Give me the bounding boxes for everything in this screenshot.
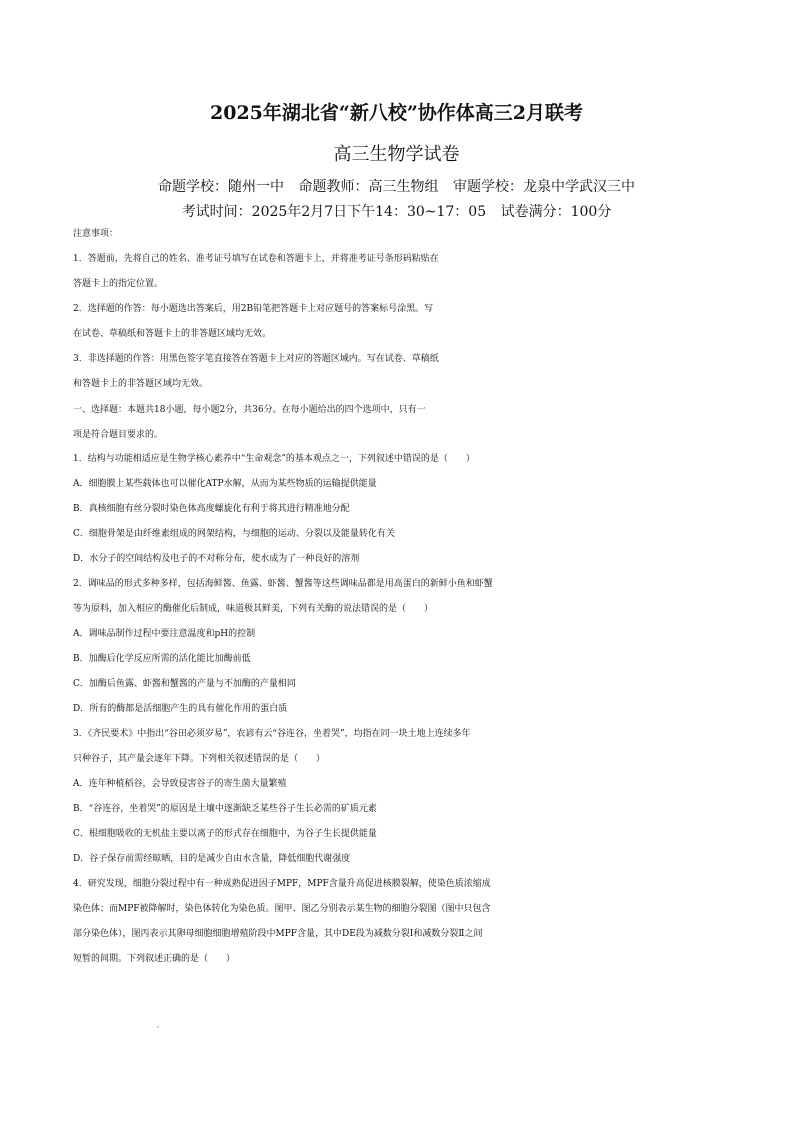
question-3 xyxy=(73,722,725,872)
question-stem: 2．调味品的形式多种多样，包括海鲜酱、鱼露、虾酱、蟹酱等这些调味品都是用高蛋白的新鲜小鱼和虾蟹 xyxy=(73,579,493,589)
exam-title: 2025年湖北省“新八校”协作体高三2月联考 xyxy=(210,102,583,124)
question-1 xyxy=(73,447,725,572)
section-line: 一、选择题：本题共18小题，每小题2分，共36分。在每小题给出的四个选项中，只有一 xyxy=(73,405,426,415)
section-line: 项是符合题目要求的。 xyxy=(73,430,164,440)
notes-heading: 注意事项： xyxy=(73,229,119,239)
question-stem: 等为原料，加入相应的酶催化后制成，味道极其鲜美，下列有关酶的说法错误的是（ ） xyxy=(73,604,434,614)
option-b: B．真核细胞有丝分裂时染色体高度螺旋化有利于将其进行精准地分配 xyxy=(73,504,350,514)
question-stem: 只种谷子，其产量会逐年下降。下列相关叙述错误的是（ ） xyxy=(73,754,326,764)
question-4 xyxy=(73,872,725,972)
question-stem: 4．研究发现，细胞分裂过程中有一种成熟促进因子MPF，MPF含量升高促进核膜裂解，使染色质浓缩成 xyxy=(73,879,491,889)
option-c: C．根细胞吸收的无机盐主要以离子的形式存在细胞中，为谷子生长提供能量 xyxy=(73,829,377,839)
setter-school: 命题学校：随州一中 xyxy=(158,179,285,195)
option-a: A．细胞膜上某些载体也可以催化ATP水解，从而为某些物质的运输提供能量 xyxy=(73,479,377,489)
notes-line: 和答题卡上的非答题区域均无效。 xyxy=(73,379,209,389)
setter-teacher: 命题教师：高三生物组 xyxy=(298,179,439,195)
question-stem: 短暂的间期。下列叙述正确的是（ ） xyxy=(73,954,236,964)
question-2 xyxy=(73,572,725,722)
option-d: D．所有的酶都是活细胞产生的具有催化作用的蛋白质 xyxy=(73,704,288,714)
option-c: C．加酶后鱼露、虾酱和蟹酱的产量与不加酶的产量相同 xyxy=(73,679,296,689)
full-score: 试卷满分：100分 xyxy=(500,204,612,220)
exam-info-line-1 xyxy=(0,176,793,196)
notes-block xyxy=(73,222,725,397)
notes-line: 1．答题前，先将自己的姓名、准考证号填写在试卷和答题卡上，并将准考证号条形码粘贴在 xyxy=(73,254,439,264)
scan-speck xyxy=(157,1026,159,1028)
notes-line: 3．非选择题的作答：用黑色签字笔直接答在答题卡上对应的答题区域内。写在试卷、草稿纸 xyxy=(73,354,439,364)
section-heading xyxy=(73,398,725,448)
notes-line: 2．选择题的作答：每小题选出答案后，用2B铅笔把答题卡上对应题号的答案标号涂黑。写 xyxy=(73,304,434,314)
notes-line: 在试卷、草稿纸和答题卡上的非答题区域均无效。 xyxy=(73,329,272,339)
exam-subtitle: 高三生物学试卷 xyxy=(333,144,460,165)
question-stem: 1．结构与功能相适应是生物学核心素养中“生命观念”的基本观点之一，下列叙述中错误的是（ ） xyxy=(73,454,475,464)
exam-info-line-2 xyxy=(0,201,793,221)
option-d: D．谷子保存前需经晾晒，目的是减少自由水含量，降低细胞代谢强度 xyxy=(73,854,351,864)
option-a: A．连年种植稻谷，会导致侵害谷子的寄生菌大量繁殖 xyxy=(73,779,287,789)
option-a: A．调味品制作过程中要注意温度和pH的控制 xyxy=(73,629,256,639)
exam-time: 考试时间：2025年2月7日下午14：30~17：05 xyxy=(181,204,487,220)
option-b: B．“谷连谷，坐着哭”的原因是土壤中逐渐缺乏某些谷子生长必需的矿质元素 xyxy=(73,804,377,814)
question-stem: 染色体；而MPF被降解时，染色体转化为染色质。图甲、图乙分别表示某生物的细胞分裂图（图中只包含 xyxy=(73,904,491,914)
question-stem: 3．《齐民要术》中指出“谷田必须岁易”，农谚有云“谷连谷，坐着哭”，均指在同一块土地上连续多年 xyxy=(73,729,471,739)
option-d: D．水分子的空间结构及电子的不对称分布，使水成为了一种良好的溶剂 xyxy=(73,554,360,564)
question-stem: 部分染色体），图丙表示其卵母细胞细胞增殖阶段中MPF含量，其中DE段为减数分裂Ⅰ和减数分裂Ⅱ之间 xyxy=(73,929,483,939)
review-school: 审题学校：龙泉中学武汉三中 xyxy=(452,179,635,195)
notes-line: 答题卡上的指定位置。 xyxy=(73,279,164,289)
option-b: B．加酶后化学反应所需的活化能比加酶前低 xyxy=(73,654,251,664)
option-c: C．细胞骨架是由纤维素组成的网架结构，与细胞的运动、分裂以及能量转化有关 xyxy=(73,529,395,539)
